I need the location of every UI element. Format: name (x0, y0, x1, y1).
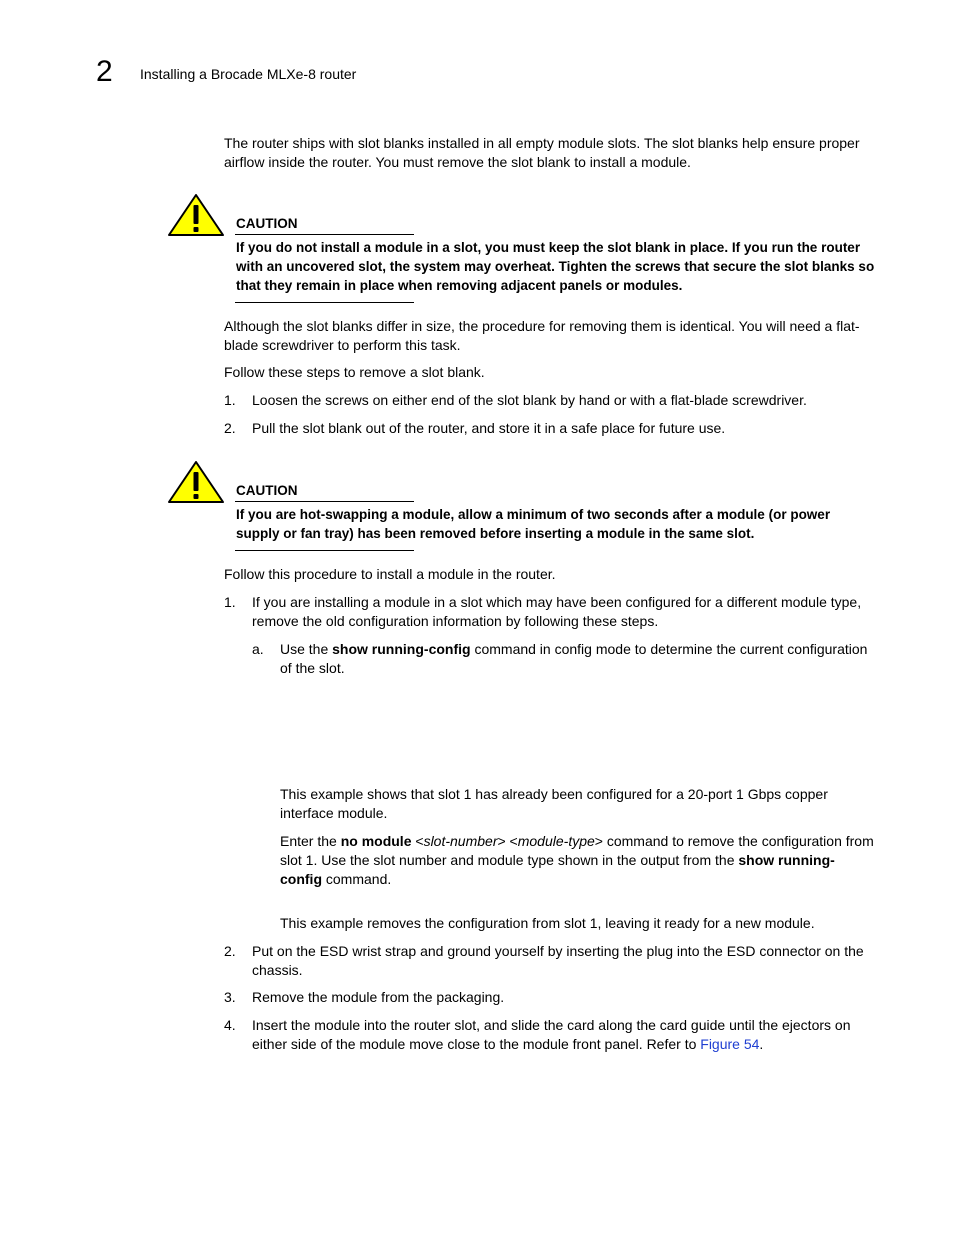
step-text: If you are installing a module in a slot which may have been configured for a different module type, remove the old configuration information by following these steps. (252, 594, 862, 629)
command-keyword: show running-config (280, 852, 835, 887)
chapter-number: 2 (96, 55, 113, 88)
caution-rule-top (235, 501, 414, 502)
caution-text: If you do not install a module in a slot, you must keep the slot blank in place. If you run the router with an uncovered slot, the system may overheat. Tighten the screws that secure the slot blanks so that they remain in place when removing adjacent panels or modules. (236, 240, 875, 293)
step-text: Remove the module from the packaging. (252, 989, 505, 1005)
caution-label: CAUTION (236, 483, 298, 498)
command-keyword: no module (340, 833, 412, 849)
caution-warning-icon (167, 460, 225, 504)
install-lead-paragraph: Follow this procedure to install a module in the router. (224, 566, 556, 582)
caution-rule-top (235, 234, 414, 235)
example-paragraph: This example removes the configuration from slot 1, leaving it ready for a new module. (280, 915, 815, 931)
caution-text: If you are hot-swapping a module, allow a minimum of two seconds after a module (or power supply or fan tray) has been removed before inserting a module in the same slot. (236, 507, 831, 541)
step-number: 3. (224, 989, 236, 1005)
chapter-title: Installing a Brocade MLXe-8 router (140, 66, 357, 82)
caution-rule-bottom (235, 550, 414, 551)
caution-warning-icon (167, 193, 225, 237)
step-text: Insert the module into the router slot, and slide the card along the card guide until the ejectors on either side of the module move close to the module front panel. Refer to Figure 54. (252, 1017, 851, 1052)
step-number: 2. (224, 420, 236, 436)
step-text: Pull the slot blank out of the router, and store it in a safe place for future use. (252, 420, 726, 436)
figure-link[interactable]: Figure 54 (700, 1036, 760, 1052)
caution-label: CAUTION (236, 216, 298, 231)
remove-lead-paragraph: Follow these steps to remove a slot blank. (224, 364, 485, 380)
command-argument: module-type (517, 833, 595, 849)
step-number: 2. (224, 943, 236, 959)
step-number: 1. (224, 392, 236, 408)
remove-intro-paragraph: Although the slot blanks differ in size, the procedure for removing them is identical. You will need a flat-blade screwdriver to perform this task. (224, 318, 860, 353)
example-paragraph: This example shows that slot 1 has already been configured for a 20-port 1 Gbps copper interface module. (280, 786, 828, 821)
command-argument: slot-number (423, 833, 498, 849)
step-text: Loosen the screws on either end of the slot blank by hand or with a flat-blade screwdriver. (252, 392, 807, 408)
enter-command-paragraph: Enter the no module <slot-number> <module-type> command to remove the configuration from slot 1. Use the slot number and module type shown in the output from the show running-config command. (280, 833, 874, 887)
command-keyword: show running-config (332, 641, 471, 657)
step-number: 4. (224, 1017, 236, 1033)
step-text: Put on the ESD wrist strap and ground yourself by inserting the plug into the ESD connector on the chassis. (252, 943, 864, 978)
step-number: 1. (224, 594, 236, 610)
caution-rule-bottom (235, 302, 414, 303)
intro-paragraph: The router ships with slot blanks installed in all empty module slots. The slot blanks help ensure proper airflow inside the router. You must remove the slot blank to install a module. (224, 135, 860, 170)
substep-text: Use the show running-config command in config mode to determine the current configuration of the slot. (280, 641, 868, 676)
substep-number: a. (252, 641, 264, 657)
